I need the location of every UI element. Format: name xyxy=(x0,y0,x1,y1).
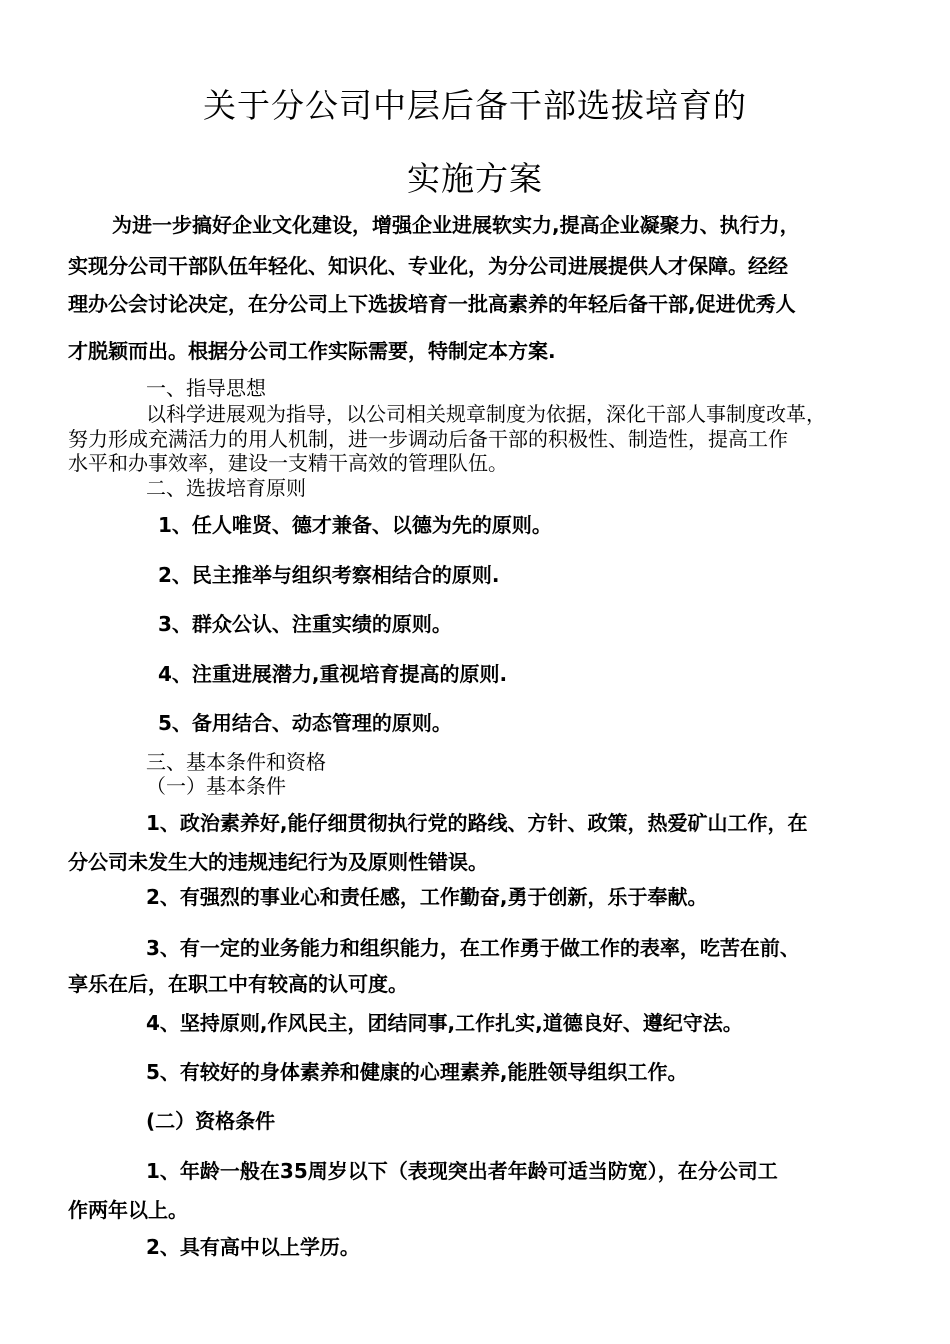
subsection-heading-qualification: (二）资格条件 xyxy=(146,1109,276,1133)
intro-line: 实现分公司干部队伍年轻化、知识化、专业化，为分公司进展提供人才保障。经经 xyxy=(68,254,788,278)
qualification-line: 作两年以上。 xyxy=(68,1198,188,1222)
qualification-line: 2、具有高中以上学历。 xyxy=(146,1235,360,1259)
section-heading-guiding-ideology: 一、指导思想 xyxy=(146,376,266,400)
condition-line: 3、有一定的业务能力和组织能力，在工作勇于做工作的表率，吃苦在前、 xyxy=(146,936,800,960)
qualification-line: 1、年龄一般在35周岁以下（表现突出者年龄可适当防宽），在分公司工 xyxy=(146,1159,778,1183)
section-heading-principles: 二、选拔培育原则 xyxy=(146,476,306,500)
principle-item: 3、群众公认、注重实绩的原则。 xyxy=(158,612,452,636)
principle-item: 1、任人唯贤、德才兼备、以德为先的原则。 xyxy=(158,513,552,537)
condition-line: 2、有强烈的事业心和责任感，工作勤奋,勇于创新，乐于奉献。 xyxy=(146,885,708,909)
condition-line: 享乐在后，在职工中有较高的认可度。 xyxy=(68,972,408,996)
condition-line: 分公司未发生大的违规违纪行为及原则性错误。 xyxy=(68,850,488,874)
intro-line: 为进一步搞好企业文化建设，增强企业进展软实力,提高企业凝聚力、执行力， xyxy=(112,213,800,237)
document-title-line-1: 关于分公司中层后备干部选拔培育的 xyxy=(203,86,747,125)
condition-line: 4、坚持原则,作风民主，团结同事,工作扎实,道德良好、遵纪守法。 xyxy=(146,1011,743,1035)
section-body-line: 以科学进展观为指导，以公司相关规章制度为依据，深化干部人事制度改革， xyxy=(146,402,826,426)
subsection-heading-basic: （一）基本条件 xyxy=(146,774,286,798)
principle-item: 2、民主推举与组织考察相结合的原则. xyxy=(158,563,500,587)
intro-line: 理办公会讨论决定，在分公司上下选拔培育一批高素养的年轻后备干部,促进优秀人 xyxy=(68,292,796,316)
section-heading-conditions: 三、基本条件和资格 xyxy=(146,750,326,774)
section-body-line: 水平和办事效率，建设一支精干高效的管理队伍。 xyxy=(68,451,508,475)
principle-item: 4、注重进展潜力,重视培育提高的原则. xyxy=(158,662,508,686)
intro-line: 才脱颖而出。根据分公司工作实际需要，特制定本方案. xyxy=(68,339,556,363)
document-title-line-2: 实施方案 xyxy=(407,159,543,198)
principle-item: 5、备用结合、动态管理的原则。 xyxy=(158,711,452,735)
condition-line: 1、政治素养好,能仔细贯彻执行党的路线、方针、政策，热爱矿山工作，在 xyxy=(146,811,808,835)
section-body-line: 努力形成充满活力的用人机制，进一步调动后备干部的积极性、制造性，提高工作 xyxy=(68,427,788,451)
condition-line: 5、有较好的身体素养和健康的心理素养,能胜领导组织工作。 xyxy=(146,1060,688,1084)
